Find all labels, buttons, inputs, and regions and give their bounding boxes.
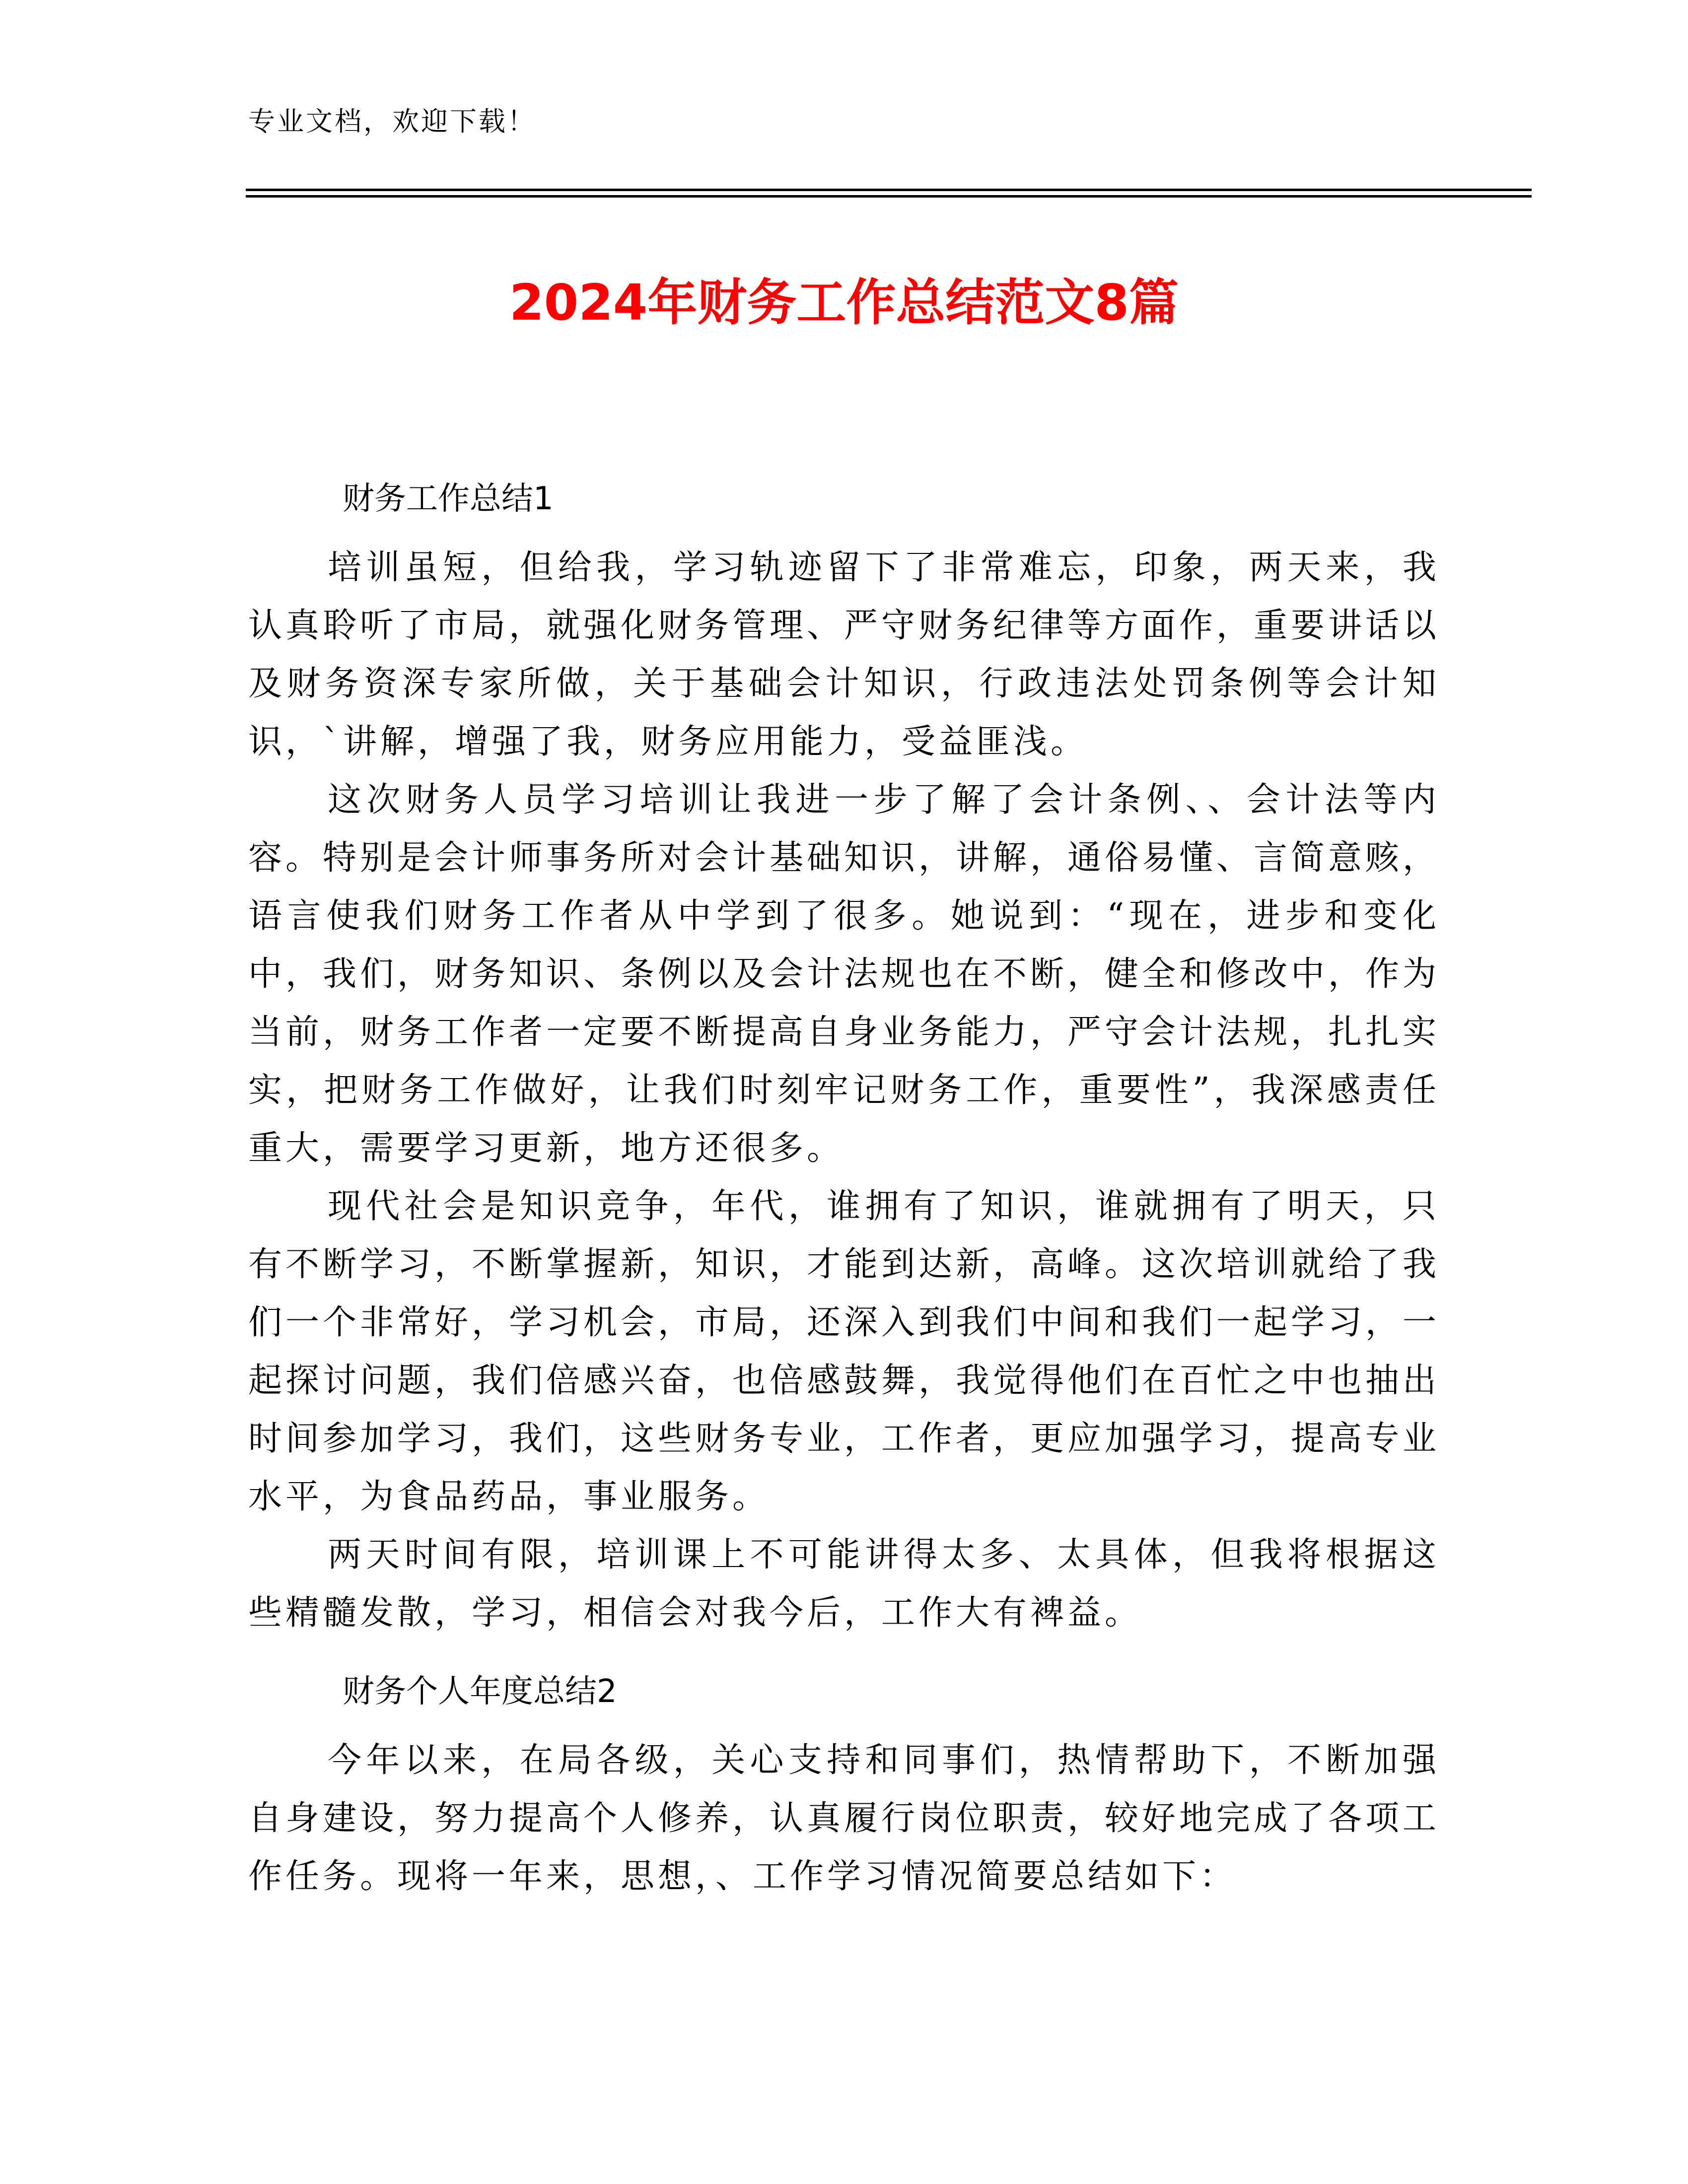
document-title: 2024年财务工作总结范文8篇 <box>509 273 1179 332</box>
paragraph: 今年以来，在局各级，关心支持和同事们，热情帮助下，不断加强自身建设，努力提高个人修养，认真履行岗位职责，较好地完成了各项工作任务。现将一年来，思想，、工作学习情况简要总结如下： <box>248 1741 1440 1896</box>
header-divider-bottom <box>246 195 1532 198</box>
section-2 <box>248 1659 1440 1906</box>
paragraph: 培训虽短，但给我，学习轨迹留下了非常难忘，印象，两天来，我认真聆听了市局，就强化财务管理、严守财务纪律等方面作，重要讲话以及财务资深专家所做，关于基础会计知识，行政违法处罚条例等会计知识，`讲解，增强了我，财务应用能力，受益匪浅。 <box>248 548 1440 761</box>
paragraph: 现代社会是知识竞争，年代，谁拥有了知识，谁就拥有了明天，只有不断学习，不断掌握新，知识，才能到达新，高峰。这次培训就给了我们一个非常好，学习机会，市局，还深入到我们中间和我们一起学习，一起探讨问题，我们倍感兴奋，也倍感鼓舞，我觉得他们在百忙之中也抽出时间参加学习，我们，这些财务专业，工作者，更应加强学习，提高专业水平，为食品药品，事业服务。 <box>248 1187 1440 1516</box>
section-spacer <box>248 1642 1440 1659</box>
section-heading: 财务工作总结1 <box>343 480 554 517</box>
header-divider-top <box>246 189 1532 191</box>
paragraph: 这次财务人员学习培训让我进一步了解了会计条例、、会计法等内容。特别是会计师事务所对会计基础知识，讲解，通俗易懂、言简意赅，语言使我们财务工作者从中学到了很多。她说到：“现在，进步和变化中，我们，财务知识、条例以及会计法规也在不断，健全和修改中，作为当前，财务工作者一定要不断提高自身业务能力，严守会计法规，扎扎实实，把财务工作做好，让我们时刻牢记财务工作，重要性”，我深感责任重大，需要学习更新，地方还很多。 <box>248 780 1440 1168</box>
section-1 <box>248 467 1440 1642</box>
paragraph: 两天时间有限，培训课上不可能讲得太多、太具体，但我将根据这些精髓发散，学习，相信会对我今后，工作大有裨益。 <box>248 1535 1440 1633</box>
document-body <box>248 467 1440 1906</box>
section-heading: 财务个人年度总结2 <box>343 1673 617 1710</box>
page-header-text: 专业文档，欢迎下载！ <box>248 106 536 137</box>
